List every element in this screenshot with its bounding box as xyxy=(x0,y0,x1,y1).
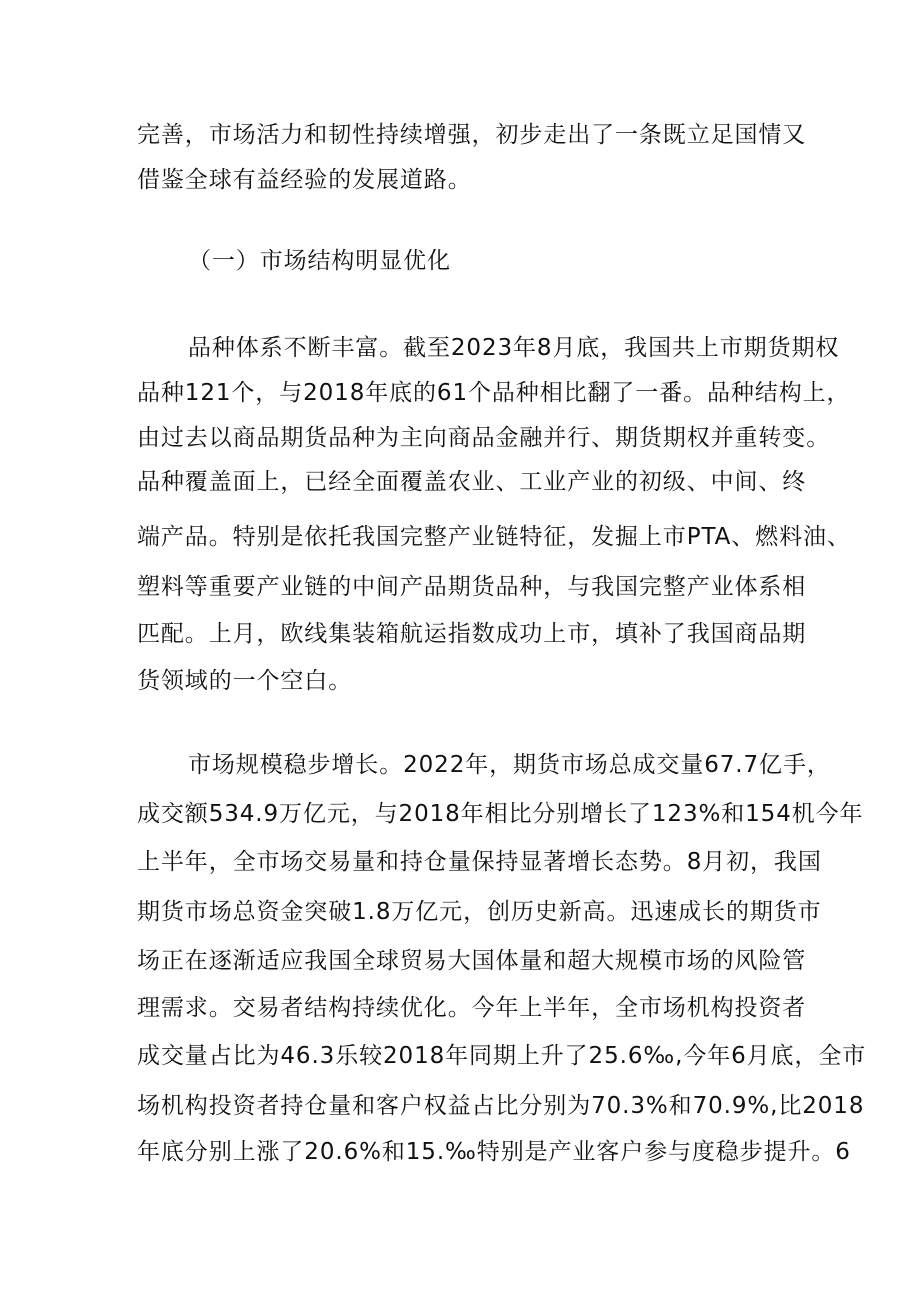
section-heading: （一）市场结构明显优化 xyxy=(188,248,451,274)
paragraph2-line-9: 年底分别上涨了20.6%和15.‰特别是产业客户参与度稳步提升。6 xyxy=(137,1139,851,1165)
paragraph2-line-7: 成交量占比为46.3乐较2018年同期上升了25.6‰,今年6月底，全市 xyxy=(137,1043,867,1069)
paragraph1-line-7: 匹配。上月，欧线集装箱航运指数成功上市，填补了我国商品期 xyxy=(137,621,807,647)
paragraph2-line-3: 上半年，全市场交易量和持仓量保持显著增长态势。8月初，我国 xyxy=(137,849,822,875)
paragraph2-line-8: 场机构投资者持仓量和客户权益占比分别为70.3%和70.9%,比2018 xyxy=(137,1093,865,1119)
paragraph2-line-5: 场正在逐渐适应我国全球贸易大国体量和超大规模市场的风险管 xyxy=(137,948,807,974)
paragraph2-line-2: 成交额534.9万亿元，与2018年相比分别增长了123%和154机今年 xyxy=(137,801,864,827)
paragraph1-line-6: 塑料等重要产业链的中间产品期货品种，与我国完整产业体系相 xyxy=(137,574,807,600)
paragraph2-line-4: 期货市场总资金突破1.8万亿元，创历史新高。迅速成长的期货市 xyxy=(137,899,822,925)
intro-line-2: 借鉴全球有益经验的发展道路。 xyxy=(137,167,472,193)
paragraph1-line-2: 品种121个，与2018年底的61个品种相比翻了一番。品种结构上， xyxy=(137,380,851,406)
paragraph1-line-5: 端产品。特别是依托我国完整产业链特征，发掘上市PTA、燃料油、 xyxy=(137,524,851,550)
paragraph1-line-1: 品种体系不断丰富。截至2023年8月底，我国共上市期货期权 xyxy=(188,335,840,361)
paragraph2-line-1: 市场规模稳步增长。2022年，期货市场总成交量67.7亿手， xyxy=(188,752,831,778)
intro-line-1: 完善，市场活力和韧性持续增强，初步走出了一条既立足国情又 xyxy=(137,122,807,148)
paragraph1-line-4: 品种覆盖面上，已经全面覆盖农业、工业产业的初级、中间、终 xyxy=(137,469,807,495)
paragraph2-line-6: 理需求。交易者结构持续优化。今年上半年，全市场机构投资者 xyxy=(137,995,807,1021)
paragraph1-line-3: 由过去以商品期货品种为主向商品金融并行、期货期权并重转变。 xyxy=(137,425,831,451)
paragraph1-line-8: 货领域的一个空白。 xyxy=(137,668,353,694)
